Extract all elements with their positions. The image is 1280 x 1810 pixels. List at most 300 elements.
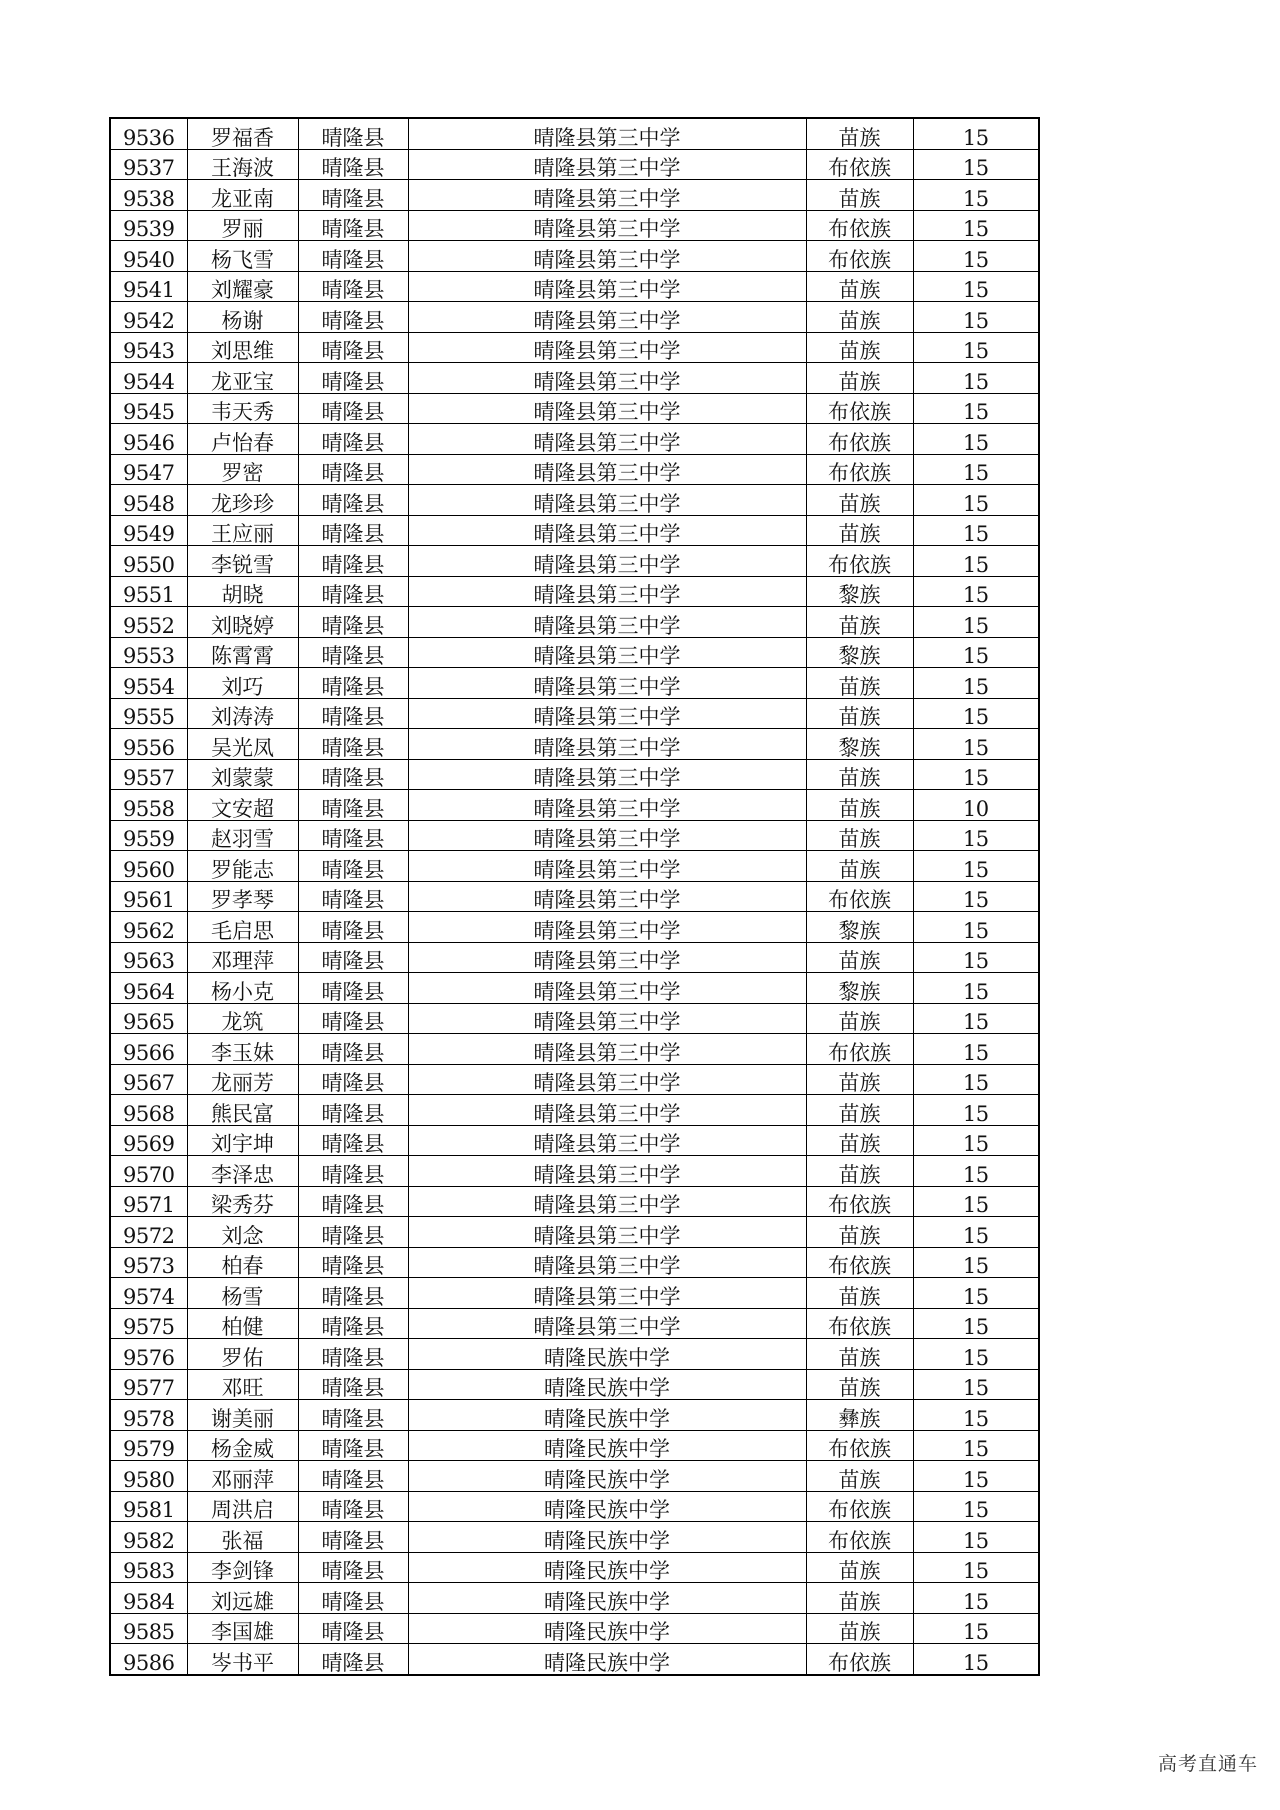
table-row	[110, 424, 1039, 455]
cell-name: 张福	[187, 1522, 298, 1553]
cell-score: 15	[913, 546, 1039, 577]
table-row	[110, 1400, 1039, 1431]
table-row	[110, 637, 1039, 668]
cell-score: 15	[913, 729, 1039, 760]
cell-score: 15	[913, 363, 1039, 394]
cell-score: 15	[913, 149, 1039, 180]
cell-ethnicity: 苗族	[806, 1369, 913, 1400]
cell-name: 罗能志	[187, 851, 298, 882]
cell-county: 晴隆县	[298, 912, 408, 943]
cell-school: 晴隆县第三中学	[408, 1095, 806, 1126]
cell-id: 9564	[110, 973, 187, 1004]
cell-name: 李国雄	[187, 1613, 298, 1644]
cell-school: 晴隆民族中学	[408, 1522, 806, 1553]
table-row	[110, 1491, 1039, 1522]
cell-name: 吴光凤	[187, 729, 298, 760]
cell-name: 龙珍珍	[187, 485, 298, 516]
cell-name: 毛启思	[187, 912, 298, 943]
cell-id: 9570	[110, 1156, 187, 1187]
table-row	[110, 698, 1039, 729]
table-row	[110, 210, 1039, 241]
cell-id: 9554	[110, 668, 187, 699]
cell-score: 15	[913, 1095, 1039, 1126]
cell-score: 15	[913, 454, 1039, 485]
cell-county: 晴隆县	[298, 1400, 408, 1431]
cell-county: 晴隆县	[298, 332, 408, 363]
table-row	[110, 180, 1039, 211]
table-row	[110, 271, 1039, 302]
cell-ethnicity: 布依族	[806, 546, 913, 577]
cell-school: 晴隆民族中学	[408, 1461, 806, 1492]
cell-county: 晴隆县	[298, 363, 408, 394]
cell-id: 9562	[110, 912, 187, 943]
cell-ethnicity: 苗族	[806, 180, 913, 211]
cell-ethnicity: 布依族	[806, 149, 913, 180]
cell-ethnicity: 黎族	[806, 973, 913, 1004]
cell-name: 李锐雪	[187, 546, 298, 577]
table-row	[110, 1217, 1039, 1248]
cell-score: 15	[913, 942, 1039, 973]
roster-table-body	[110, 118, 1039, 1675]
cell-county: 晴隆县	[298, 637, 408, 668]
cell-name: 刘耀豪	[187, 271, 298, 302]
cell-county: 晴隆县	[298, 515, 408, 546]
cell-id: 9559	[110, 820, 187, 851]
cell-score: 15	[913, 1064, 1039, 1095]
cell-id: 9549	[110, 515, 187, 546]
cell-id: 9574	[110, 1278, 187, 1309]
cell-name: 刘巧	[187, 668, 298, 699]
cell-ethnicity: 苗族	[806, 1217, 913, 1248]
cell-score: 15	[913, 424, 1039, 455]
cell-county: 晴隆县	[298, 1552, 408, 1583]
watermark-text: 高考直通车	[1157, 1753, 1258, 1775]
cell-name: 杨金威	[187, 1430, 298, 1461]
cell-name: 文安超	[187, 790, 298, 821]
cell-name: 王海波	[187, 149, 298, 180]
cell-id: 9568	[110, 1095, 187, 1126]
table-row	[110, 881, 1039, 912]
cell-county: 晴隆县	[298, 1461, 408, 1492]
cell-score: 15	[913, 1308, 1039, 1339]
cell-county: 晴隆县	[298, 149, 408, 180]
cell-id: 9584	[110, 1583, 187, 1614]
cell-ethnicity: 苗族	[806, 271, 913, 302]
cell-ethnicity: 布依族	[806, 1430, 913, 1461]
cell-school: 晴隆县第三中学	[408, 485, 806, 516]
cell-county: 晴隆县	[298, 1491, 408, 1522]
cell-ethnicity: 苗族	[806, 1613, 913, 1644]
cell-ethnicity: 苗族	[806, 118, 913, 149]
cell-id: 9575	[110, 1308, 187, 1339]
cell-county: 晴隆县	[298, 729, 408, 760]
cell-id: 9578	[110, 1400, 187, 1431]
cell-name: 李玉妹	[187, 1034, 298, 1065]
cell-score: 15	[913, 576, 1039, 607]
cell-school: 晴隆县第三中学	[408, 973, 806, 1004]
cell-school: 晴隆县第三中学	[408, 1308, 806, 1339]
cell-ethnicity: 布依族	[806, 1522, 913, 1553]
table-row	[110, 1552, 1039, 1583]
table-row	[110, 393, 1039, 424]
cell-ethnicity: 苗族	[806, 1064, 913, 1095]
cell-ethnicity: 布依族	[806, 1247, 913, 1278]
table-row	[110, 576, 1039, 607]
cell-school: 晴隆县第三中学	[408, 1156, 806, 1187]
cell-county: 晴隆县	[298, 1644, 408, 1675]
cell-score: 15	[913, 1247, 1039, 1278]
cell-school: 晴隆县第三中学	[408, 1064, 806, 1095]
cell-name: 梁秀芬	[187, 1186, 298, 1217]
cell-id: 9581	[110, 1491, 187, 1522]
table-row	[110, 668, 1039, 699]
cell-county: 晴隆县	[298, 1095, 408, 1126]
cell-score: 15	[913, 820, 1039, 851]
cell-ethnicity: 苗族	[806, 851, 913, 882]
cell-id: 9542	[110, 302, 187, 333]
cell-name: 王应丽	[187, 515, 298, 546]
cell-score: 15	[913, 1522, 1039, 1553]
cell-name: 韦天秀	[187, 393, 298, 424]
cell-school: 晴隆县第三中学	[408, 1278, 806, 1309]
table-row	[110, 851, 1039, 882]
cell-score: 10	[913, 790, 1039, 821]
cell-ethnicity: 苗族	[806, 668, 913, 699]
cell-name: 罗孝琴	[187, 881, 298, 912]
cell-ethnicity: 布依族	[806, 210, 913, 241]
cell-ethnicity: 苗族	[806, 759, 913, 790]
cell-name: 邓丽萍	[187, 1461, 298, 1492]
cell-score: 15	[913, 1003, 1039, 1034]
table-row	[110, 1095, 1039, 1126]
cell-school: 晴隆县第三中学	[408, 515, 806, 546]
cell-id: 9580	[110, 1461, 187, 1492]
cell-score: 15	[913, 1156, 1039, 1187]
cell-id: 9579	[110, 1430, 187, 1461]
cell-school: 晴隆县第三中学	[408, 851, 806, 882]
cell-county: 晴隆县	[298, 1217, 408, 1248]
cell-county: 晴隆县	[298, 698, 408, 729]
cell-id: 9556	[110, 729, 187, 760]
table-row	[110, 607, 1039, 638]
cell-county: 晴隆县	[298, 576, 408, 607]
cell-school: 晴隆县第三中学	[408, 1125, 806, 1156]
cell-score: 15	[913, 973, 1039, 1004]
roster-table	[109, 117, 1040, 1676]
cell-county: 晴隆县	[298, 1430, 408, 1461]
table-row	[110, 1125, 1039, 1156]
cell-ethnicity: 苗族	[806, 1339, 913, 1370]
cell-id: 9544	[110, 363, 187, 394]
cell-score: 15	[913, 210, 1039, 241]
cell-id: 9571	[110, 1186, 187, 1217]
cell-name: 李泽忠	[187, 1156, 298, 1187]
cell-id: 9545	[110, 393, 187, 424]
cell-name: 刘思维	[187, 332, 298, 363]
table-row	[110, 1461, 1039, 1492]
cell-id: 9561	[110, 881, 187, 912]
table-row	[110, 973, 1039, 1004]
cell-school: 晴隆县第三中学	[408, 698, 806, 729]
cell-ethnicity: 布依族	[806, 241, 913, 272]
cell-id: 9553	[110, 637, 187, 668]
cell-score: 15	[913, 1339, 1039, 1370]
cell-ethnicity: 苗族	[806, 1003, 913, 1034]
cell-school: 晴隆县第三中学	[408, 180, 806, 211]
cell-name: 赵羽雪	[187, 820, 298, 851]
cell-id: 9566	[110, 1034, 187, 1065]
cell-id: 9557	[110, 759, 187, 790]
cell-school: 晴隆民族中学	[408, 1583, 806, 1614]
cell-county: 晴隆县	[298, 1003, 408, 1034]
table-row	[110, 1247, 1039, 1278]
cell-county: 晴隆县	[298, 1613, 408, 1644]
cell-county: 晴隆县	[298, 1125, 408, 1156]
table-row	[110, 912, 1039, 943]
cell-county: 晴隆县	[298, 1034, 408, 1065]
cell-county: 晴隆县	[298, 881, 408, 912]
cell-name: 胡晓	[187, 576, 298, 607]
cell-ethnicity: 黎族	[806, 912, 913, 943]
cell-school: 晴隆县第三中学	[408, 424, 806, 455]
cell-county: 晴隆县	[298, 1278, 408, 1309]
cell-score: 15	[913, 1400, 1039, 1431]
cell-name: 陈霄霄	[187, 637, 298, 668]
cell-ethnicity: 彝族	[806, 1400, 913, 1431]
cell-name: 龙筑	[187, 1003, 298, 1034]
cell-school: 晴隆县第三中学	[408, 607, 806, 638]
table-row	[110, 1583, 1039, 1614]
cell-school: 晴隆县第三中学	[408, 881, 806, 912]
cell-name: 刘蒙蒙	[187, 759, 298, 790]
table-row	[110, 149, 1039, 180]
cell-ethnicity: 苗族	[806, 363, 913, 394]
cell-school: 晴隆县第三中学	[408, 1034, 806, 1065]
cell-id: 9583	[110, 1552, 187, 1583]
cell-ethnicity: 苗族	[806, 332, 913, 363]
cell-county: 晴隆县	[298, 180, 408, 211]
cell-ethnicity: 苗族	[806, 302, 913, 333]
cell-county: 晴隆县	[298, 393, 408, 424]
cell-id: 9577	[110, 1369, 187, 1400]
cell-county: 晴隆县	[298, 1522, 408, 1553]
cell-ethnicity: 苗族	[806, 1125, 913, 1156]
cell-id: 9536	[110, 118, 187, 149]
cell-id: 9565	[110, 1003, 187, 1034]
table-row	[110, 1064, 1039, 1095]
cell-score: 15	[913, 393, 1039, 424]
cell-name: 李剑锋	[187, 1552, 298, 1583]
cell-name: 杨飞雪	[187, 241, 298, 272]
cell-county: 晴隆县	[298, 973, 408, 1004]
table-row	[110, 1003, 1039, 1034]
cell-score: 15	[913, 668, 1039, 699]
cell-county: 晴隆县	[298, 302, 408, 333]
cell-county: 晴隆县	[298, 210, 408, 241]
cell-id: 9537	[110, 149, 187, 180]
table-row	[110, 1644, 1039, 1675]
table-row	[110, 1613, 1039, 1644]
cell-score: 15	[913, 851, 1039, 882]
cell-id: 9546	[110, 424, 187, 455]
cell-score: 15	[913, 912, 1039, 943]
cell-school: 晴隆民族中学	[408, 1339, 806, 1370]
cell-school: 晴隆民族中学	[408, 1613, 806, 1644]
cell-ethnicity: 布依族	[806, 424, 913, 455]
cell-school: 晴隆县第三中学	[408, 118, 806, 149]
cell-score: 15	[913, 1186, 1039, 1217]
cell-school: 晴隆民族中学	[408, 1552, 806, 1583]
cell-county: 晴隆县	[298, 607, 408, 638]
cell-ethnicity: 苗族	[806, 820, 913, 851]
cell-county: 晴隆县	[298, 759, 408, 790]
cell-score: 15	[913, 1125, 1039, 1156]
cell-id: 9540	[110, 241, 187, 272]
cell-name: 罗福香	[187, 118, 298, 149]
table-row	[110, 790, 1039, 821]
cell-county: 晴隆县	[298, 424, 408, 455]
cell-ethnicity: 黎族	[806, 729, 913, 760]
cell-score: 15	[913, 607, 1039, 638]
table-row	[110, 454, 1039, 485]
cell-name: 谢美丽	[187, 1400, 298, 1431]
cell-school: 晴隆县第三中学	[408, 942, 806, 973]
cell-name: 周洪启	[187, 1491, 298, 1522]
cell-id: 9582	[110, 1522, 187, 1553]
cell-school: 晴隆县第三中学	[408, 241, 806, 272]
cell-ethnicity: 布依族	[806, 1034, 913, 1065]
cell-score: 15	[913, 515, 1039, 546]
cell-school: 晴隆县第三中学	[408, 1247, 806, 1278]
cell-score: 15	[913, 1583, 1039, 1614]
cell-id: 9572	[110, 1217, 187, 1248]
table-row	[110, 1308, 1039, 1339]
cell-name: 熊民富	[187, 1095, 298, 1126]
cell-name: 邓理萍	[187, 942, 298, 973]
table-row	[110, 118, 1039, 149]
table-row	[110, 1522, 1039, 1553]
cell-school: 晴隆县第三中学	[408, 576, 806, 607]
cell-id: 9585	[110, 1613, 187, 1644]
cell-id: 9550	[110, 546, 187, 577]
table-row	[110, 729, 1039, 760]
cell-ethnicity: 布依族	[806, 454, 913, 485]
table-row	[110, 546, 1039, 577]
cell-score: 15	[913, 1278, 1039, 1309]
cell-id: 9558	[110, 790, 187, 821]
cell-county: 晴隆县	[298, 241, 408, 272]
cell-id: 9567	[110, 1064, 187, 1095]
cell-score: 15	[913, 1552, 1039, 1583]
cell-name: 刘远雄	[187, 1583, 298, 1614]
cell-score: 15	[913, 1034, 1039, 1065]
cell-score: 15	[913, 1217, 1039, 1248]
cell-county: 晴隆县	[298, 820, 408, 851]
cell-id: 9560	[110, 851, 187, 882]
cell-ethnicity: 苗族	[806, 1552, 913, 1583]
table-row	[110, 363, 1039, 394]
cell-score: 15	[913, 485, 1039, 516]
cell-name: 岑书平	[187, 1644, 298, 1675]
cell-score: 15	[913, 1369, 1039, 1400]
cell-id: 9555	[110, 698, 187, 729]
cell-school: 晴隆县第三中学	[408, 271, 806, 302]
cell-county: 晴隆县	[298, 1156, 408, 1187]
table-row	[110, 1369, 1039, 1400]
cell-name: 柏健	[187, 1308, 298, 1339]
table-row	[110, 302, 1039, 333]
cell-score: 15	[913, 1613, 1039, 1644]
cell-score: 15	[913, 759, 1039, 790]
cell-ethnicity: 苗族	[806, 942, 913, 973]
cell-ethnicity: 苗族	[806, 1156, 913, 1187]
cell-score: 15	[913, 302, 1039, 333]
cell-id: 9539	[110, 210, 187, 241]
cell-ethnicity: 黎族	[806, 576, 913, 607]
cell-name: 龙亚南	[187, 180, 298, 211]
cell-score: 15	[913, 1491, 1039, 1522]
cell-county: 晴隆县	[298, 851, 408, 882]
table-row	[110, 1430, 1039, 1461]
cell-school: 晴隆县第三中学	[408, 759, 806, 790]
cell-county: 晴隆县	[298, 942, 408, 973]
cell-name: 柏春	[187, 1247, 298, 1278]
cell-name: 刘涛涛	[187, 698, 298, 729]
cell-id: 9547	[110, 454, 187, 485]
cell-ethnicity: 苗族	[806, 1278, 913, 1309]
cell-school: 晴隆民族中学	[408, 1430, 806, 1461]
cell-ethnicity: 苗族	[806, 607, 913, 638]
cell-county: 晴隆县	[298, 790, 408, 821]
cell-id: 9538	[110, 180, 187, 211]
cell-county: 晴隆县	[298, 1583, 408, 1614]
cell-id: 9573	[110, 1247, 187, 1278]
cell-name: 罗佑	[187, 1339, 298, 1370]
cell-school: 晴隆民族中学	[408, 1644, 806, 1675]
cell-ethnicity: 苗族	[806, 1461, 913, 1492]
cell-ethnicity: 布依族	[806, 1186, 913, 1217]
cell-id: 9543	[110, 332, 187, 363]
cell-id: 9541	[110, 271, 187, 302]
cell-county: 晴隆县	[298, 454, 408, 485]
cell-ethnicity: 黎族	[806, 637, 913, 668]
cell-school: 晴隆县第三中学	[408, 546, 806, 577]
cell-id: 9551	[110, 576, 187, 607]
cell-id: 9586	[110, 1644, 187, 1675]
cell-ethnicity: 苗族	[806, 790, 913, 821]
table-row	[110, 1156, 1039, 1187]
table-row	[110, 241, 1039, 272]
cell-county: 晴隆县	[298, 668, 408, 699]
cell-county: 晴隆县	[298, 1064, 408, 1095]
cell-score: 15	[913, 1430, 1039, 1461]
cell-county: 晴隆县	[298, 271, 408, 302]
cell-county: 晴隆县	[298, 546, 408, 577]
cell-score: 15	[913, 1461, 1039, 1492]
cell-ethnicity: 苗族	[806, 1095, 913, 1126]
table-row	[110, 759, 1039, 790]
cell-ethnicity: 苗族	[806, 515, 913, 546]
cell-score: 15	[913, 241, 1039, 272]
table-row	[110, 515, 1039, 546]
cell-school: 晴隆民族中学	[408, 1491, 806, 1522]
cell-name: 杨小克	[187, 973, 298, 1004]
table-row	[110, 485, 1039, 516]
table-row	[110, 1186, 1039, 1217]
cell-score: 15	[913, 271, 1039, 302]
cell-score: 15	[913, 637, 1039, 668]
cell-county: 晴隆县	[298, 1186, 408, 1217]
